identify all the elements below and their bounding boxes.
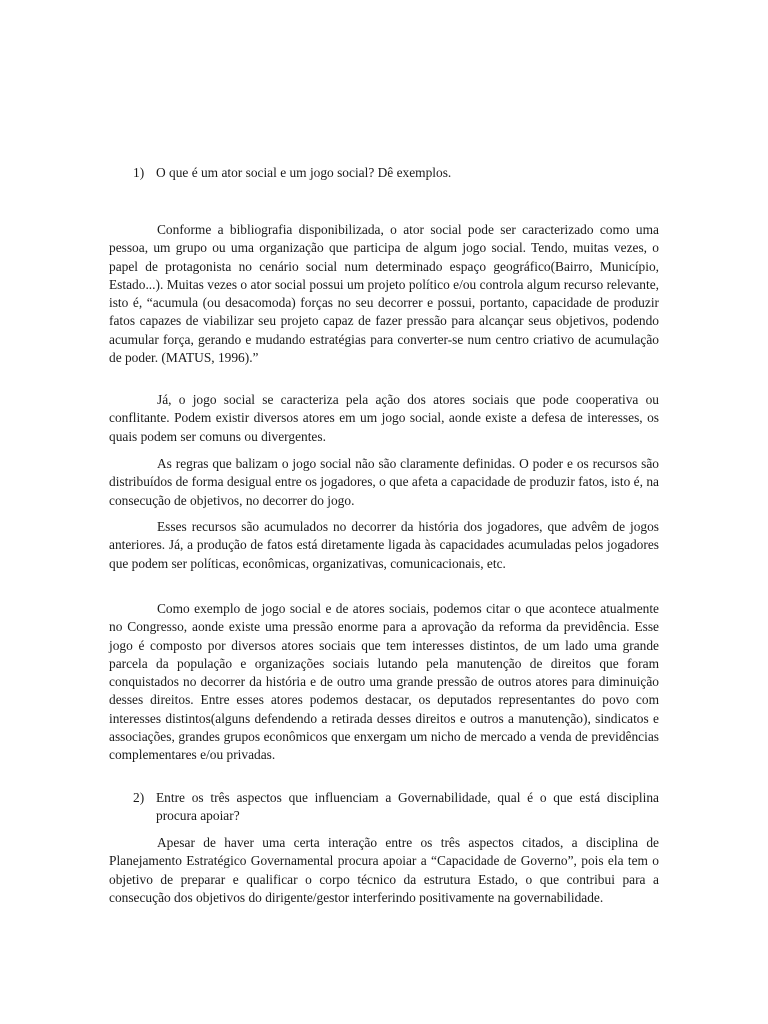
answer-1-paragraph-2: Já, o jogo social se caracteriza pela ação dos atores sociais que pode cooperativa ou conflitante. Podem existir diversos atores em um jogo social, aonde existe a defesa de interesses, os quais podem ser comuns ou divergentes.	[109, 392, 659, 444]
question-1	[109, 164, 659, 182]
answer-2-paragraph: Apesar de haver uma certa interação entre os três aspectos citados, a disciplina de Planejamento Estratégico Governamental procura apoiar a “Capacidade de Governo”, pois ela tem o objetivo de preparar e qualificar o corpo técnico da estrutura Estado, o que contribui para a consecução dos objetivos do dirigente/gestor interferindo positivamente na governabilidade.	[109, 835, 659, 905]
answer-1-paragraph-5: Como exemplo de jogo social e de atores sociais, podemos citar o que acontece atualmente no Congresso, aonde existe uma pressão enorme para a aprovação da reforma da previdência. Esse jogo é composto por diversos atores sociais que tem interesses distintos, de um lado uma grande parcela da população e organizações sociais lutando pela manutenção de direitos que foram conquistados no decorrer da história e de outro uma grande pressão de outros atores para diminuição desses direitos. Entre esses atores podemos destacar, os deputados representantes do povo com interesses distintos(alguns defendendo a retirada desses direitos e outros a manutenção), sindicatos e associações, grandes grupos econômicos que enxergam um nicho de mercado a venda de previdências complementares e/ou privadas.	[109, 601, 659, 763]
answer-1-paragraph-1: Conforme a bibliografia disponibilizada, o ator social pode ser caracterizado como uma pessoa, um grupo ou uma organização que participa de algum jogo social. Tendo, muitas vezes, o papel de protagonista no cenário social num determinado espaço geográfico(Bairro, Município, Estado...). Muitas vezes o ator social possui um projeto político e/ou controla algum recurso relevante, isto é, “acumula (ou desacomoda) forças no seu decorrer e possui, portanto, capacidade de produzir fatos capazes de viabilizar seu projeto capaz de fazer pressão para alcançar seus objetivos, podendo acumular força, gerando e mudando estratégias para converter-se num centro criativo de acumulação de poder. (MATUS, 1996).”	[109, 222, 659, 366]
answer-1-paragraph-4: Esses recursos são acumulados no decorrer da história dos jogadores, que advêm de jogos anteriores. Já, a produção de fatos está diretamente ligada às capacidades acumuladas pelos jogadores que podem ser políticas, econômicas, organizativas, comunicacionais, etc.	[109, 519, 659, 571]
question-2	[109, 789, 659, 826]
question-1-number: 1)	[133, 165, 145, 180]
answer-1-paragraph-3: As regras que balizam o jogo social não são claramente definidas. O poder e os recursos são distribuídos de forma desigual entre os jogadores, o que afeta a capacidade de produzir fatos, isto é, na consecução de objetivos, no decorrer do jogo.	[109, 456, 659, 508]
question-2-text: Entre os três aspectos que influenciam a Governabilidade, qual é o que está disciplina procura apoiar?	[156, 790, 659, 824]
question-2-number: 2)	[133, 790, 145, 805]
question-1-text: O que é um ator social e um jogo social? Dê exemplos.	[156, 165, 452, 180]
